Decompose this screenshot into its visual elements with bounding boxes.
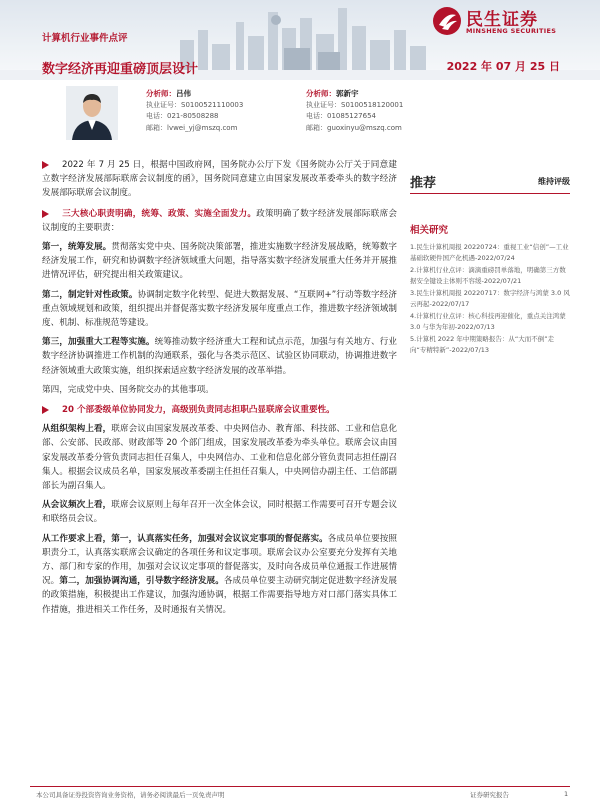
report-category: 计算机行业事件点评: [42, 33, 128, 44]
page-number: 1: [564, 790, 569, 798]
duty-1-text: 贯彻落实党中央、国务院决策部署，推进实施数字经济发展战略，统筹数字经济发展工作，研究和协调数字经济领域重大问题，指导落实数字经济发展重大任务并开展推进情况评估，研究提出相关政策建议。: [42, 242, 397, 281]
company-logo: [432, 4, 582, 40]
footer-disclaimer: 本公司具备证券投资咨询业务资格，请务必阅读最后一页免责声明: [36, 791, 225, 799]
paragraph-duties: [42, 207, 397, 235]
analyst-email: 邮箱：guoxinyu@mszq.com: [306, 123, 402, 132]
structure-heading: 从组织架构上看，: [42, 424, 112, 435]
footer-divider: [30, 786, 570, 787]
paragraph-duty-2: [42, 288, 397, 331]
requirements-text: 各成员单位要按照职责分工，认真落实联席会议确定的各项任务和议定事项。联席会议办公室要充分发挥有关地方、部门和专家的作用，加强对会议议定事项的督促落实，及时向各成员单位通报工作进展情况。: [42, 533, 397, 587]
structure-text: 联席会议由国家发展改革委、中央网信办、教育部、科技部、工业和信息化部、公安部、民政部、财政部等 20 个部门组成，国家发展改革委为牵头单位。联席会议由国家发展改革委分管负责同志担任召集人，中央网信办、工业和信息化部分管负责同志担任副召集人。根据会议成员名单，国家发展改革委副主任担任召集人，中央网信办副主任、工信部副部长为副召集人。: [42, 424, 397, 492]
rating-label: 维持评级: [538, 177, 570, 186]
frequency-text: 联席会议原则上每年召开一次全体会议，同时根据工作需要可召开专题会议和联络员会议。: [42, 500, 397, 525]
related-item[interactable]: 5.计算机 2022 年中期策略报告：从“大而不倒”走向“专精特新”-2022/07/13: [410, 335, 555, 354]
related-item[interactable]: 4.计算机行业点评：核心科技再迎催化，重点关注鸿蒙 3.0 与华为年初-2022/07/13: [410, 312, 566, 331]
page-footer: [0, 786, 600, 800]
bullet-triangle-icon: [42, 161, 49, 169]
duty-3-text: 统筹推动数字经济重大工程和试点示范，加强与有关地方、行业数字经济协调推进工作机制的沟通联系，强化与各类示范区、试验区协同联动，协调推进数字经济领域重大政策实施，组织探索适应数字经济发展的改革举措。: [42, 337, 397, 376]
analyst-email: 邮箱：lvwei_yj@mszq.com: [146, 123, 238, 132]
intro-text: 2022 年 7 月 25 日，根据中国政府网，国务院办公厅下发《国务院办公厅关于同意建立数字经济发展部际联席会议制度的函》，国务院同意建立由国家发展改革委牵头的数字经济发展部际联席会议制度。: [42, 160, 397, 199]
analyst-phone: 电话：01085127654: [306, 112, 376, 120]
paragraph-departments: [42, 403, 397, 417]
duties-text: 政策明确了数字经济发展部际联席会议制度的主要职责：: [42, 208, 397, 233]
bullet-triangle-icon: [42, 210, 49, 218]
duty-2-text: 协调制定数字化转型、促进大数据发展、“互联网+”行动等数字经济重点领域规划和政策，组织提出并督促落实数字经济发展年度重点工作，推进数字经济领域制度、机制、标准规范等建设。: [42, 289, 397, 329]
rating-bar: [410, 170, 570, 194]
departments-heading: 20 个部委级单位协同发力，高级别负责同志担职凸显联席会议重要性。: [62, 405, 335, 416]
duty-3-heading: 第三，加强重大工程等实施。: [42, 337, 155, 348]
duties-heading: 三大核心职责明确，统筹、政策、实施全面发力。: [62, 208, 257, 219]
analyst-license: 执业证号：S0100521110003: [146, 100, 244, 109]
analyst-section: [0, 82, 600, 142]
analyst-role-label: 分析师：: [146, 89, 176, 98]
duty-2-heading: 第二，制定针对性政策。: [42, 289, 138, 300]
analyst-card-2: [306, 88, 403, 134]
paragraph-requirements: [42, 532, 397, 617]
duty-1-heading: 第一，统筹发展。: [42, 242, 112, 253]
report-date: 2022 年 07 月 25 日: [446, 60, 560, 73]
related-item[interactable]: 2.计算机行业点评：滴滴重磅罚单落地，明确第三方数据安全键设主体则不容缓-2022/07/21: [410, 266, 566, 285]
paragraph-structure: [42, 422, 397, 493]
sidebar: [410, 170, 570, 357]
analyst-name: 吕伟: [176, 89, 191, 98]
main-body: [42, 158, 397, 617]
logo-chinese-name: 民生证券: [466, 10, 538, 30]
bullet-triangle-icon: [42, 406, 49, 414]
analyst-role-label: 分析师：: [306, 89, 336, 98]
analyst-portrait-icon: [66, 86, 118, 140]
analyst-card-1: [146, 88, 243, 134]
recommend-label: 推荐: [410, 176, 437, 191]
analyst-photo: [66, 86, 118, 140]
logo-emblem-icon: [432, 6, 462, 36]
requirements-text-2: 各成员单位要主动研究制定促进数字经济发展的政策措施，积极提出工作建议，加强沟通协调，根据工作需要指导地方对口部门落实具体工作措施，推进相关工作任务，及时通报有关情况。: [42, 576, 397, 615]
paragraph-duty-4: 第四，完成党中央、国务院交办的其他事项。: [42, 384, 214, 395]
analyst-name: 郭新宇: [336, 89, 359, 98]
requirements-heading: 从工作要求上看，第一，认真落实任务，加强对会议议定事项的督促落实。: [42, 533, 328, 544]
related-item[interactable]: 3.民生计算机周报 20220717：数字经济与鸿蒙 3.0 风云再起-2022/07/17: [410, 289, 570, 308]
report-title: 数字经济再迎重磅顶层设计: [42, 62, 199, 77]
frequency-heading: 从会议频次上看，: [42, 500, 112, 511]
requirements-heading-2: 第二，加强协调沟通，引导数字经济发展。: [59, 576, 224, 587]
paragraph-duty-1: [42, 240, 397, 283]
related-research-list: [410, 242, 570, 355]
related-research-title: 相关研究: [410, 225, 449, 236]
logo-english-name: MINSHENG SECURITIES: [466, 27, 557, 35]
page-header: [0, 0, 600, 80]
paragraph-frequency: [42, 498, 397, 526]
footer-report-type: 证券研究报告: [470, 791, 509, 799]
paragraph-duty-3: [42, 335, 397, 378]
related-item[interactable]: 1.民生计算机周报 20220724：重视工业“信创”—工业基础软硬件国产化机遇-2022/07/24: [410, 243, 569, 262]
paragraph-intro: [42, 158, 397, 201]
analyst-license: 执业证号：S0100518120001: [306, 100, 404, 109]
analyst-phone: 电话：021-80508288: [146, 112, 219, 120]
